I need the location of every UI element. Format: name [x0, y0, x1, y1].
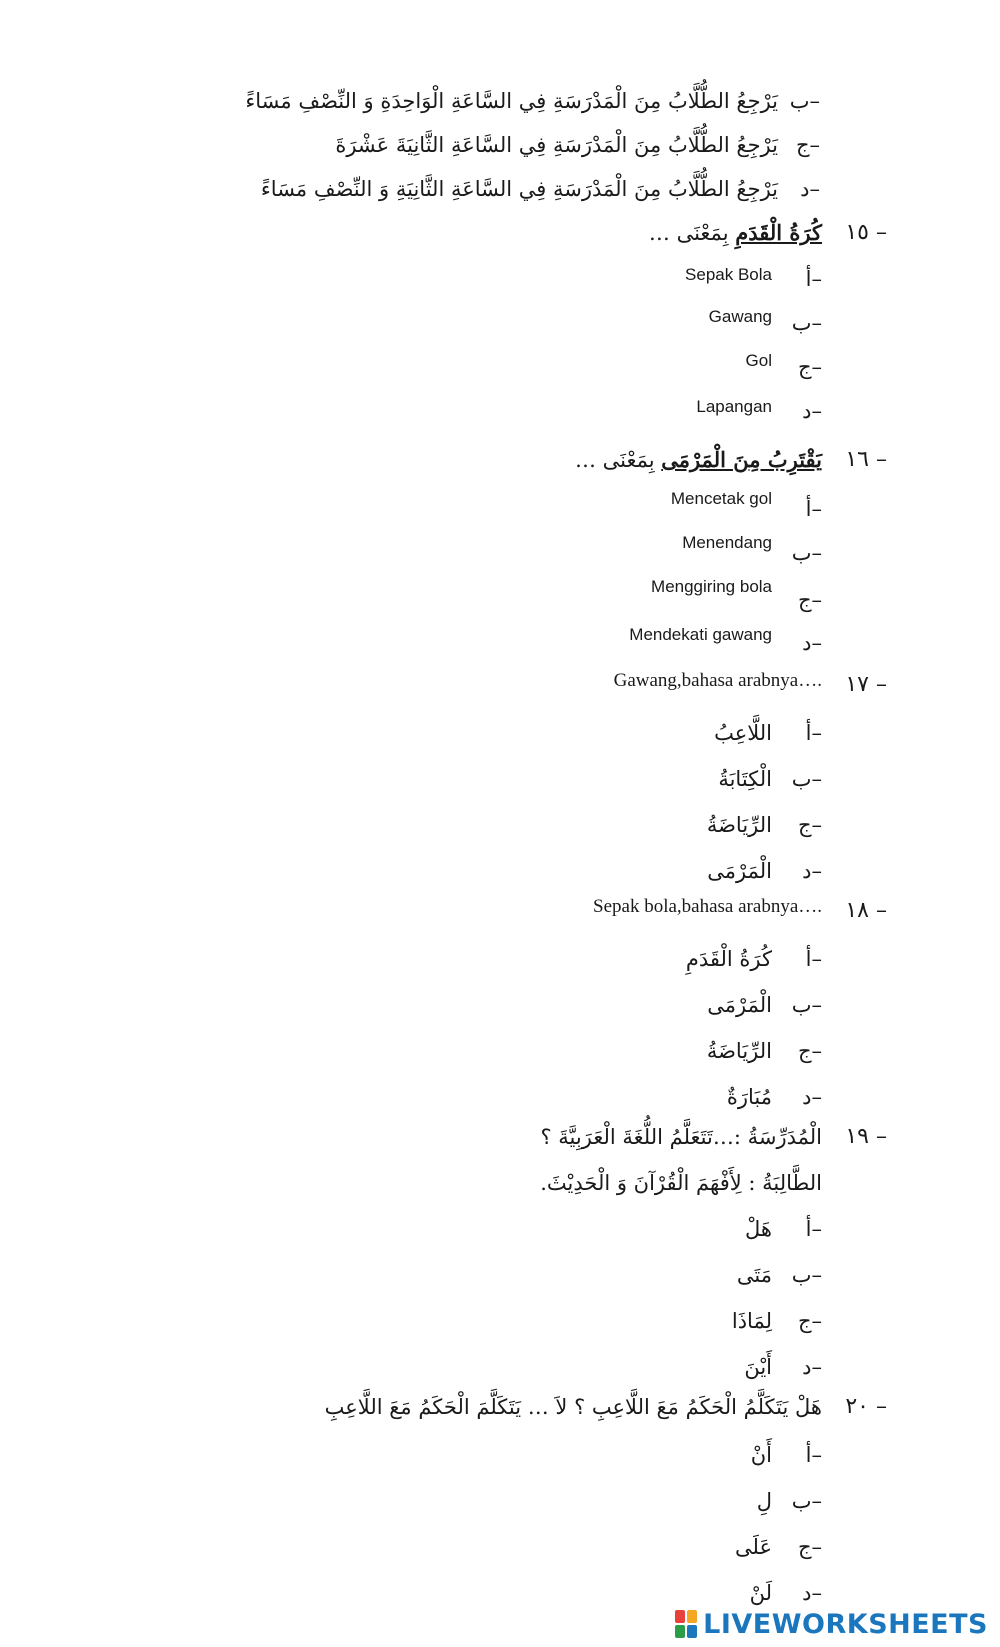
q16-option-j-letter: ج–: [797, 588, 822, 612]
q15-option-a-letter: أ–: [805, 267, 822, 291]
q16-option-a-text: Mencetak gol: [670, 489, 772, 508]
q19-number: ١٩ –: [845, 1124, 887, 1149]
q14-option-j-letter: ج–: [795, 133, 820, 157]
q20-option-j-text: عَلَى: [735, 1535, 772, 1559]
q17-option-j-text: الرِّيَاضَةُ: [706, 813, 772, 837]
q17-option-b-text: الْكِتَابَةُ: [718, 767, 772, 791]
q17-number: ١٧ –: [845, 672, 887, 697]
q15-rest: بِمَعْنَى …: [648, 221, 736, 245]
q20-number: ٢٠ –: [845, 1394, 887, 1419]
q18-option-a-text: كُرَةُ الْقَدَمِ: [685, 947, 772, 971]
q18-option-a-letter: أ–: [805, 947, 822, 971]
q16-prompt: [575, 445, 822, 475]
q15-option-j-text: Gol: [745, 351, 772, 370]
q15-option-b-text: Gawang: [708, 307, 772, 326]
q20-option-b-letter: ب–: [791, 1489, 822, 1513]
q16-term: يَقْتَرِبُ مِنَ الْمَرْمَى: [661, 447, 822, 472]
q17-option-b-letter: ب–: [791, 767, 822, 791]
q19-option-a-text: هَلْ: [745, 1217, 772, 1241]
q20-option-b-text: لِ: [756, 1489, 772, 1513]
q14-option-b-letter: ب–: [789, 89, 820, 113]
q19-option-b-letter: ب–: [791, 1263, 822, 1287]
q16-number: ١٦ –: [845, 447, 887, 472]
q15-term: كُرَةُ الْقَدَمِ: [735, 220, 822, 245]
q18-number: ١٨ –: [845, 898, 887, 923]
q20-option-a-text: أَنْ: [750, 1443, 772, 1467]
q17-option-j-letter: ج–: [797, 813, 822, 837]
q15-option-d-letter: د–: [802, 399, 822, 423]
q19-option-j-letter: ج–: [797, 1309, 822, 1333]
q20-prompt: هَلْ يَتَكَلَّمُ الْحَكَمُ مَعَ اللَّاعِبِ ؟ لاَ … يَتَكَلَّمَ الْحَكَمُ مَعَ اللَّاعِبِ: [324, 1395, 822, 1419]
q20-option-d-letter: د–: [802, 1581, 822, 1605]
q19-option-j-text: لِمَاذَا: [731, 1309, 772, 1333]
q18-option-b-text: الْمَرْمَى: [707, 993, 772, 1017]
liveworksheets-mark-icon: [675, 1610, 697, 1638]
q19-line2: الطَّالِبَةُ : لِأَفْهَمَ الْقُرْآنَ وَ الْحَدِيْثَ.: [540, 1171, 822, 1195]
q17-option-a-letter: أ–: [805, 721, 822, 745]
q16-option-a-letter: أ–: [805, 497, 822, 521]
q18-option-d-text: مُبَارَةٌ: [726, 1085, 772, 1109]
q18-option-d-letter: د–: [802, 1085, 822, 1109]
liveworksheets-logo: [675, 1607, 988, 1641]
q16-option-d-text: Mendekati gawang: [629, 625, 772, 644]
q14-option-d-letter: د–: [800, 177, 820, 201]
q17-option-d-text: الْمَرْمَى: [707, 859, 772, 883]
q16-option-d-letter: د–: [802, 631, 822, 655]
q19-option-b-text: مَتَى: [736, 1263, 772, 1287]
q15-option-a-text: Sepak Bola: [685, 265, 772, 284]
q14-option-b-text: يَرْجِعُ الطُّلَّابُ مِنَ الْمَدْرَسَةِ فِي السَّاعَةِ الْوَاحِدَةِ وَ النِّصْفِ مَسَاءً: [245, 89, 778, 113]
q16-rest: بِمَعْنَى …: [574, 448, 662, 472]
q18-prompt: Sepak bola,bahasa arabnya….: [593, 896, 822, 917]
q15-option-b-letter: ب–: [791, 311, 822, 335]
liveworksheets-wordmark: LIVEWORKSHEETS: [703, 1608, 988, 1640]
q18-option-j-text: الرِّيَاضَةُ: [706, 1039, 772, 1063]
q17-option-d-letter: د–: [802, 859, 822, 883]
q15-prompt: [649, 218, 822, 248]
q19-option-d-text: أَيْنَ: [744, 1355, 772, 1379]
q15-option-j-letter: ج–: [797, 355, 822, 379]
q20-option-j-letter: ج–: [797, 1535, 822, 1559]
q17-option-a-text: اللَّاعِبُ: [714, 721, 772, 745]
q14-option-d-text: يَرْجِعُ الطُّلَّابُ مِنَ الْمَدْرَسَةِ فِي السَّاعَةِ الثَّانِيَةِ وَ النِّصْفِ مَسَاءً: [260, 177, 778, 201]
q19-option-d-letter: د–: [802, 1355, 822, 1379]
q16-option-j-text: Menggiring bola: [651, 577, 772, 596]
q14-option-j-text: يَرْجِعُ الطُّلَّابُ مِنَ الْمَدْرَسَةِ فِي السَّاعَةِ الثَّانِيَةَ عَشْرَةَ: [335, 133, 778, 157]
q15-number: ١٥ –: [845, 220, 887, 245]
q17-prompt: Gawang,bahasa arabnya….: [613, 670, 822, 691]
q20-option-a-letter: أ–: [805, 1443, 822, 1467]
q18-option-j-letter: ج–: [797, 1039, 822, 1063]
q16-option-b-text: Menendang: [682, 533, 772, 552]
q15-option-d-text: Lapangan: [696, 397, 772, 416]
q19-line1: الْمُدَرِّسَةُ :…تَتَعَلَّمُ اللُّغَةَ الْعَرَبِيَّةَ ؟: [540, 1125, 822, 1149]
q16-option-b-letter: ب–: [791, 541, 822, 565]
q19-option-a-letter: أ–: [805, 1217, 822, 1241]
q20-option-d-text: لَنْ: [749, 1581, 772, 1605]
q18-option-b-letter: ب–: [791, 993, 822, 1017]
